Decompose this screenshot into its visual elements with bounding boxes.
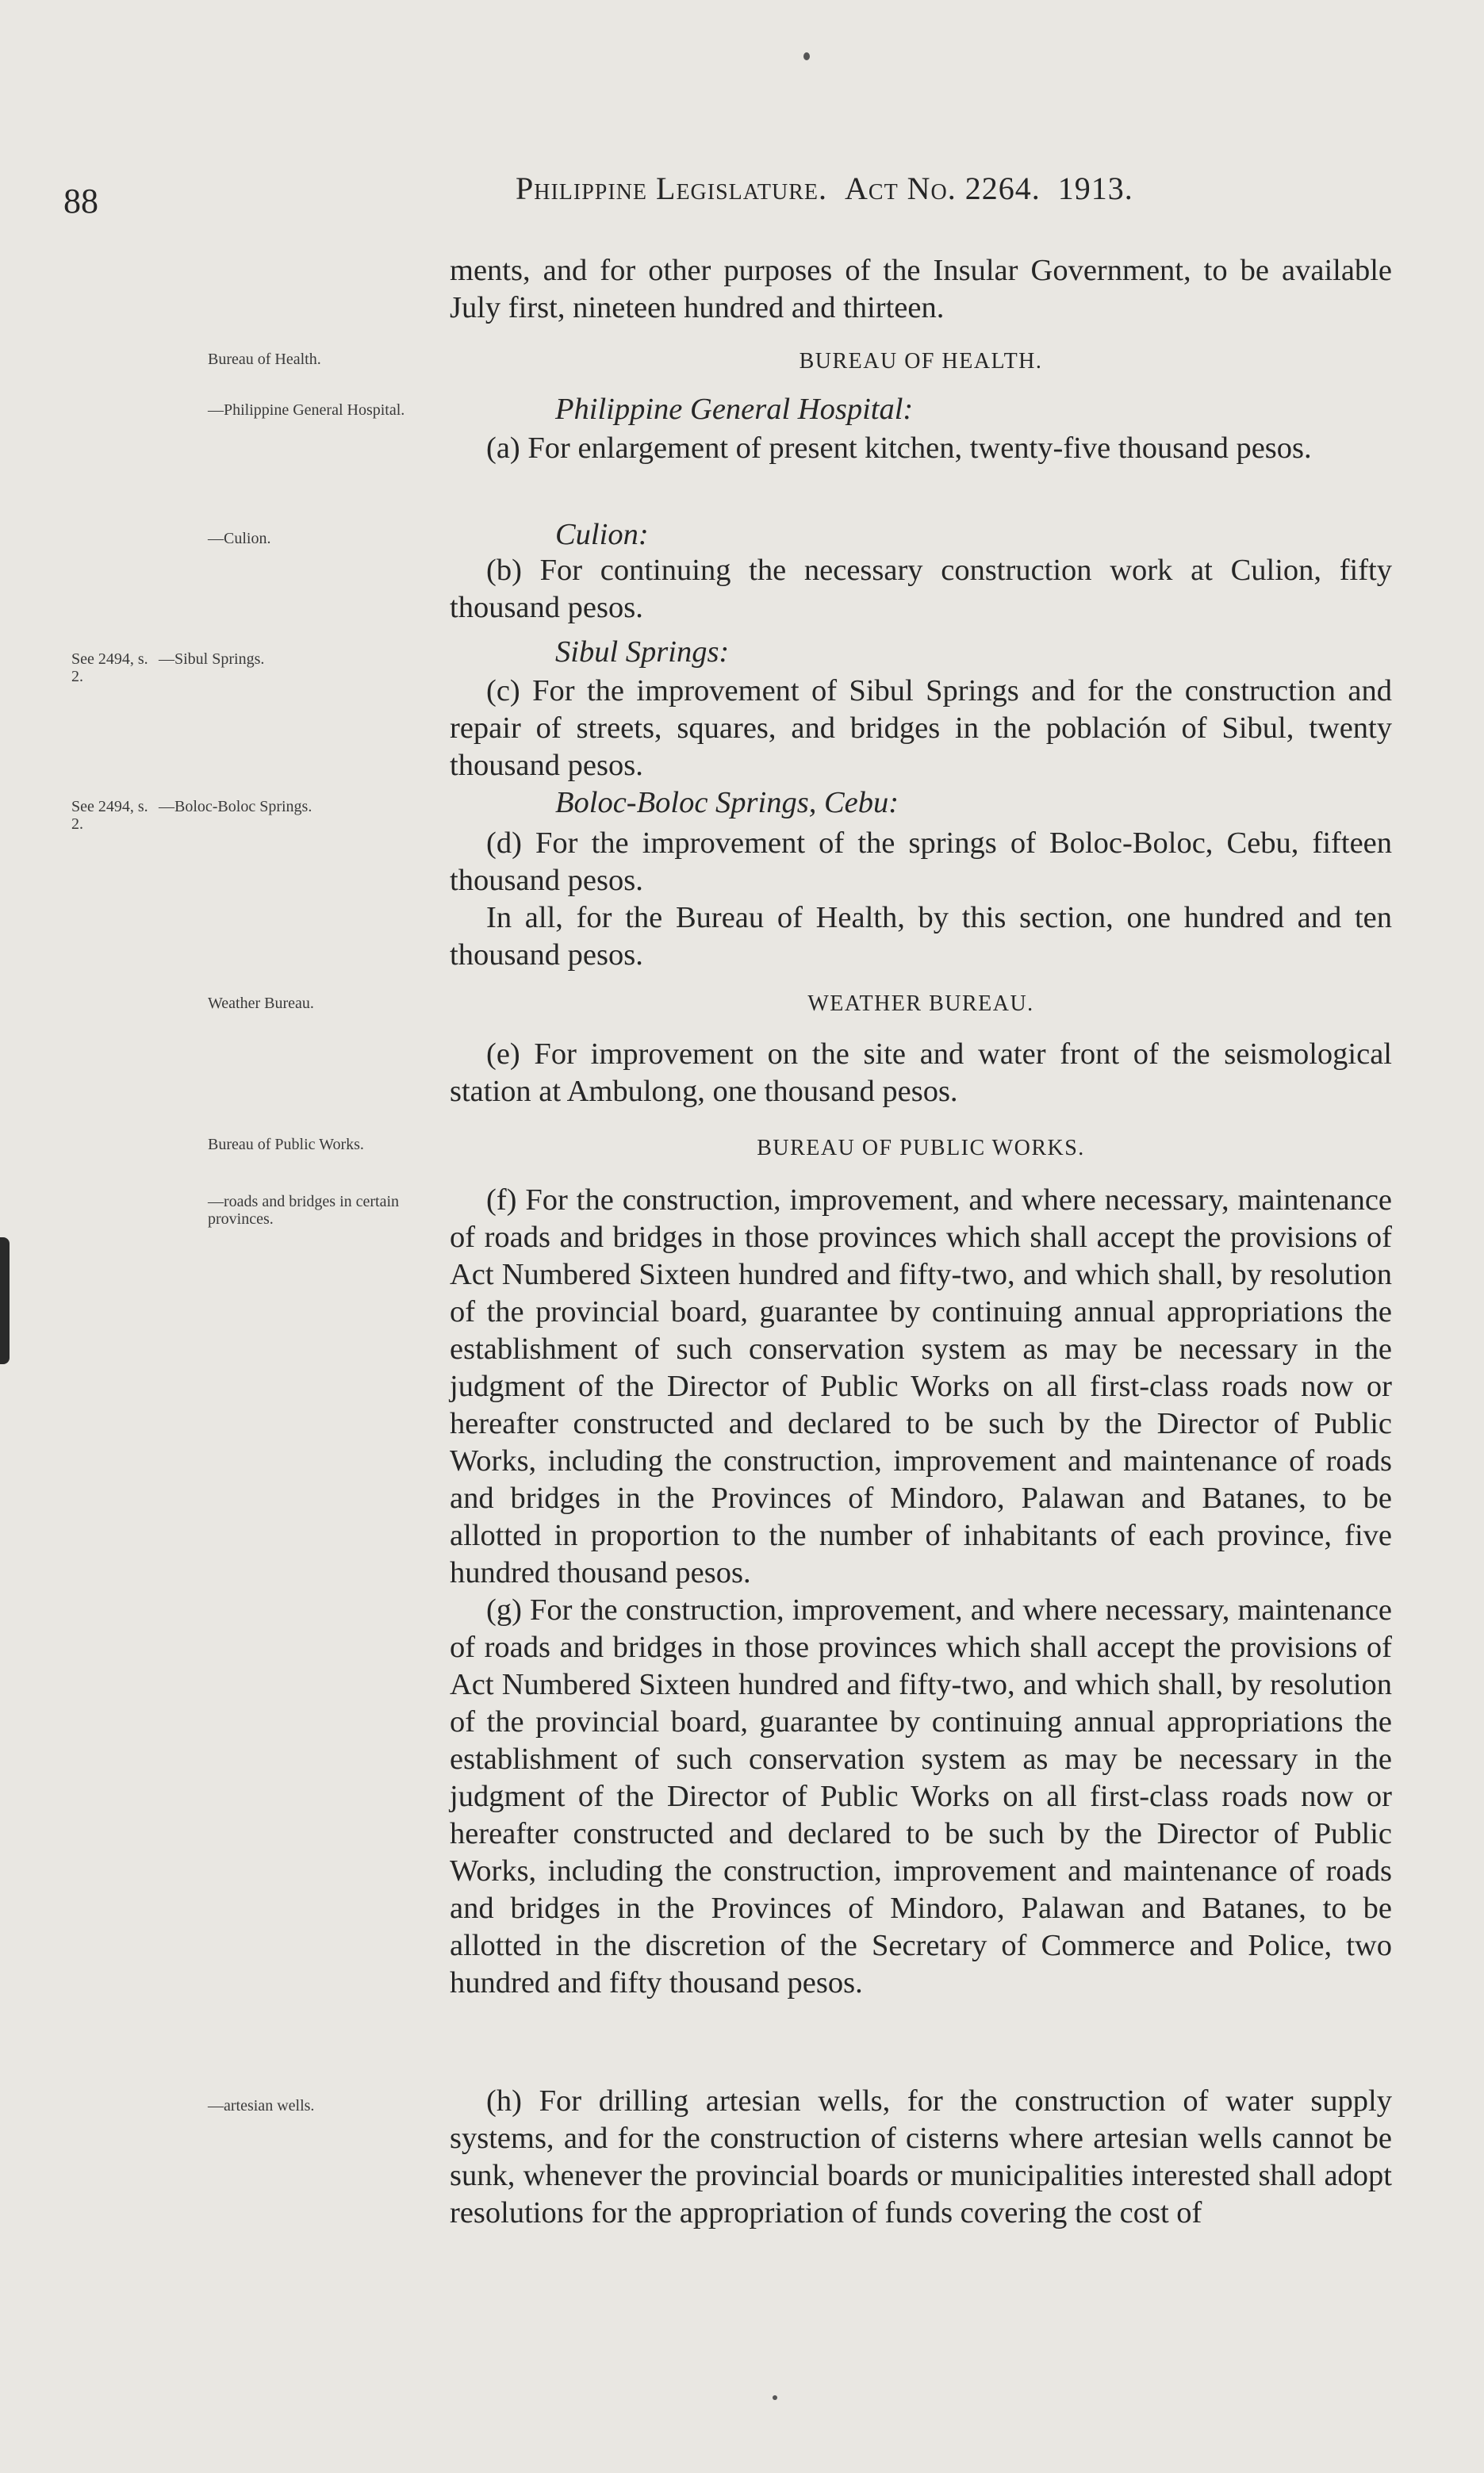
intro-text: ments, and for other purposes of the Insular Government, to be available July first, nineteen hundred and thirteen.: [450, 254, 1392, 324]
subheading: Philippine General Hospital:: [555, 393, 914, 426]
margin-note: —Culion.: [208, 530, 271, 547]
running-head-act: Act No. 2264.: [845, 171, 1041, 206]
paragraph-text: (a) For enlargement of present kitchen, twenty-five thousand pesos.: [486, 431, 1312, 465]
margin-note: —roads and bridges in certain provinces.: [208, 1193, 400, 1228]
speck: [803, 52, 810, 60]
subheading: Boloc-Boloc Springs, Cebu:: [555, 786, 899, 819]
paragraph-text: (c) For the improvement of Sibul Springs and for the construction and repair of streets, squares, and bridges in the población of Sibul, twenty thousand pesos.: [450, 674, 1392, 782]
paragraph-g: (g) For the construction, improvement, and where necessary, maintenance of roads and bridges in those provinces which shall accept the provisions of Act Numbered Sixteen hundred and fifty-two, and which shall, by resolution of the provincial board, guarantee by continuing annual appropriations the establishment of such conservation system as may be necessary in the judgment of the Director of Public Works on all first-class roads now or hereafter constructed and declared to be such by the Director of Public Works, including the construction, improvement and maintenance of roads and bridges in the Provinces of Mindoro, Palawan and Batanes, to be allotted in the discretion of the Secretary of Commerce and Police, two hundred and fifty thousand pesos.: [450, 1593, 1392, 1999]
paragraph-text: (d) For the improvement of the springs of Boloc-Boloc, Cebu, fifteen thousand pesos.: [450, 826, 1392, 897]
section-heading: BUREAU OF HEALTH.: [799, 349, 1043, 374]
section-heading: BUREAU OF PUBLIC WORKS.: [757, 1136, 1085, 1160]
margin-note: —Boloc-Boloc Springs.: [159, 798, 313, 815]
running-head-title: Philippine Legislature.: [516, 171, 827, 206]
speck: [773, 2395, 777, 2400]
margin-note: —Sibul Springs.: [159, 650, 265, 668]
margin-crossref: See 2494, s. 2.: [71, 798, 148, 833]
intro-paragraph: [450, 252, 1392, 327]
subheading: Culion:: [555, 518, 649, 551]
paragraph-text: (b) For continuing the necessary construction work at Culion, fifty thousand pesos.: [450, 554, 1392, 624]
running-head: [516, 170, 1133, 207]
paragraph-h: [450, 2083, 1392, 2232]
subheading: Sibul Springs:: [555, 635, 730, 669]
paragraph-a: [450, 430, 1392, 467]
paragraph-f: (f) For the construction, improvement, and where necessary, maintenance of roads and bridges in those provinces which shall accept the provisions of Act Numbered Sixteen hundred and fifty-two, and which shall, by resolution of the provincial board, guarantee by continuing annual appropriations the establishment of such conservation system as may be necessary in the judgment of the Director of Public Works on all first-class roads now or hereafter constructed and declared to be such by the Director of Public Works, including the construction, improvement and maintenance of roads and bridges in the Provinces of Mindoro, Palawan and Batanes, to be allotted in proportion to the number of inhabitants of each province, five hundred thousand pesos.: [450, 1183, 1392, 1589]
paragraphs-f-g: [450, 1182, 1392, 2002]
section-heading: WEATHER BUREAU.: [807, 991, 1034, 1016]
margin-note: —artesian wells.: [208, 2097, 315, 2115]
paragraph-text: (h) For drilling artesian wells, for the construction of water supply systems, and for the construction of cisterns where artesian wells cannot be sunk, whenever the provincial boards or municipalities interested shall adopt resolutions for the appropriation of funds covering the cost of: [450, 2084, 1392, 2230]
margin-note: Weather Bureau.: [208, 995, 314, 1012]
paragraph-b: [450, 552, 1392, 627]
margin-note: Bureau of Health.: [208, 351, 321, 368]
margin-note: —Philippine General Hospital.: [208, 401, 405, 419]
health-total: In all, for the Bureau of Health, by this section, one hundred and ten thousand pesos.: [450, 901, 1392, 972]
running-head-year: 1913.: [1057, 171, 1133, 206]
paragraph-c: [450, 673, 1392, 784]
binding-shadow: [0, 1237, 10, 1364]
margin-note: Bureau of Public Works.: [208, 1136, 364, 1153]
paragraph-d: [450, 825, 1392, 974]
page-number: 88: [63, 182, 98, 220]
paragraph-e: [450, 1036, 1392, 1110]
margin-crossref: See 2494, s. 2.: [71, 650, 148, 685]
paragraph-text: (e) For improvement on the site and water front of the seismological station at Ambulong, one thousand pesos.: [450, 1037, 1392, 1108]
